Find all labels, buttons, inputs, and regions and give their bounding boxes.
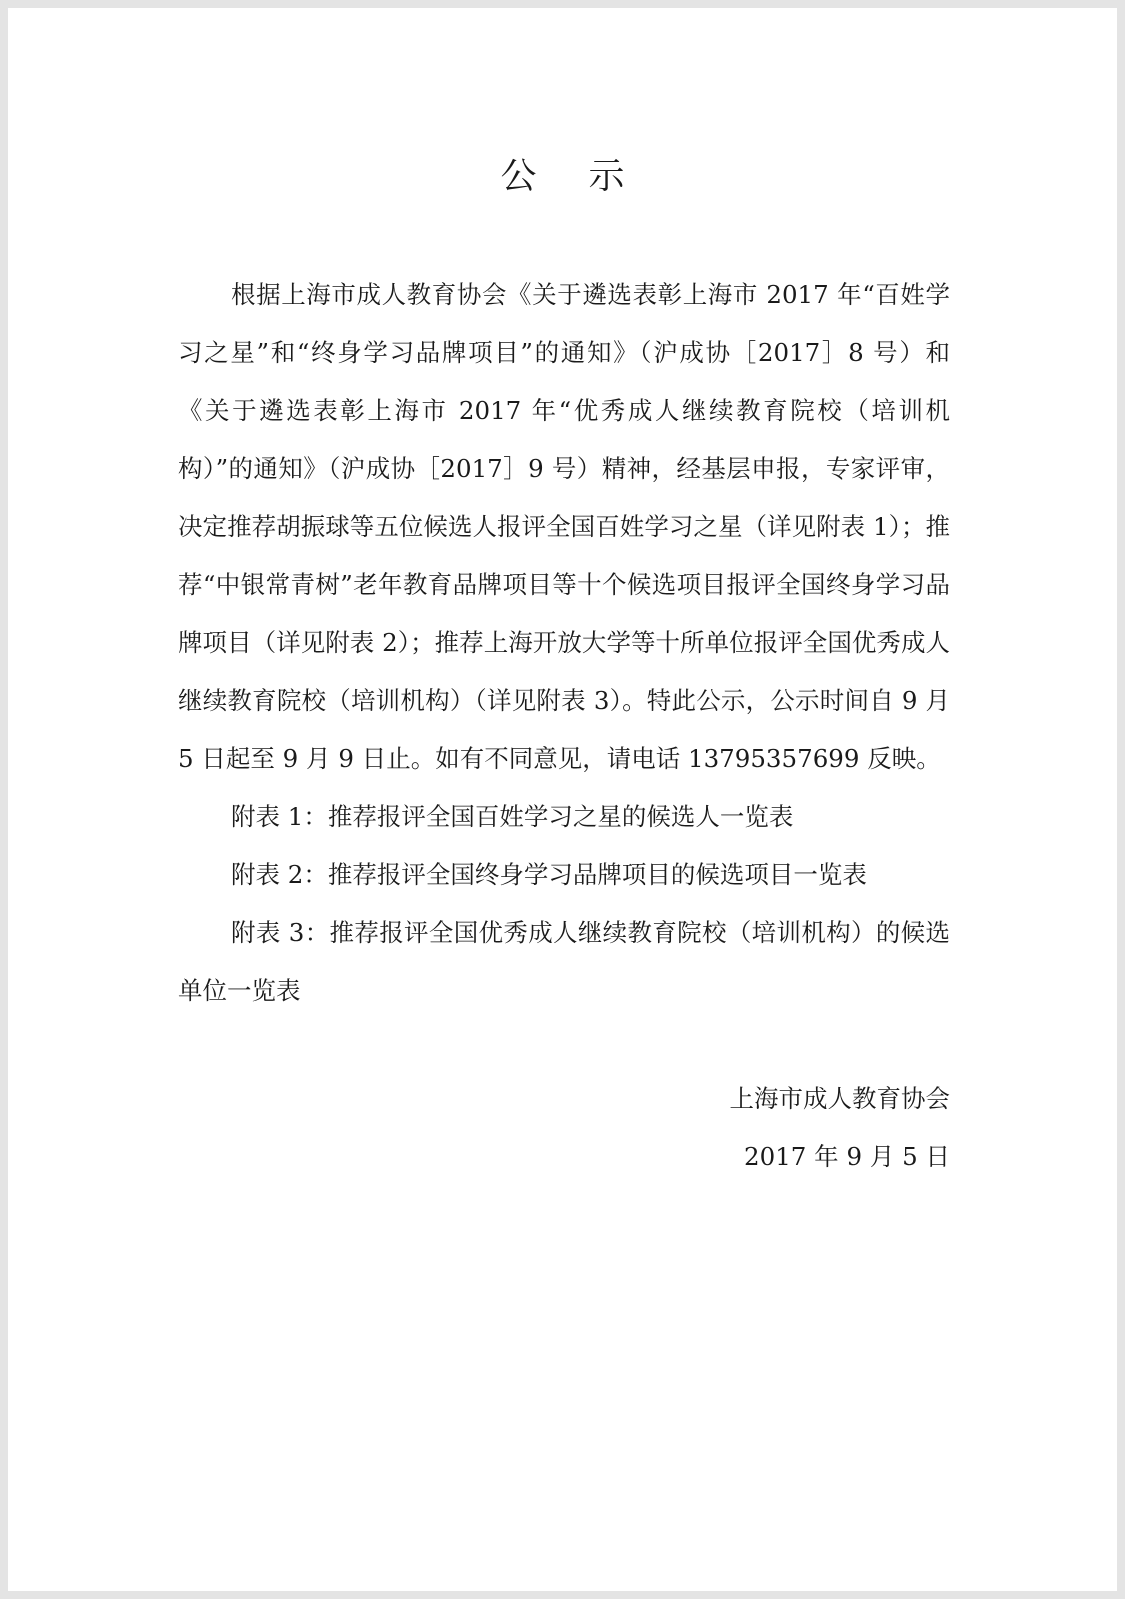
signature-organization: 上海市成人教育协会	[729, 1084, 950, 1113]
main-paragraph: 根据上海市成人教育协会《关于遴选表彰上海市 2017 年“百姓学习之星”和“终身学习品牌项目”的通知》（沪成协［2017］8 号）和《关于遴选表彰上海市 2017 年“优秀成人继续教育院校（培训机构）”的通知》（沪成协［2017］9 号）精神，经基层申报，专家评审，决定推荐胡振球等五位候选人报评全国百姓学习之星（详见附表 1）；推荐“中银常青树”老年教育品牌项目等十个候选项目报评全国终身学习品牌项目（详见附表 2）；推荐上海开放大学等十所单位报评全国优秀成人继续教育院校（培训机构）（详见附表 3）。特此公示，公示时间自 9 月 5 日起至 9 月 9 日止。如有不同意见，请电话 13795357699 反映。	[178, 280, 950, 773]
document-title: 公示	[500, 156, 677, 197]
attachment-item-1: 附表 1：推荐报评全国百姓学习之星的候选人一览表	[231, 802, 794, 831]
attachment-item-3: 附表 3：推荐报评全国优秀成人继续教育院校（培训机构）的候选单位一览表	[178, 918, 950, 1005]
document-body	[178, 266, 950, 1020]
document-page	[8, 8, 1117, 1591]
attachment-item-2: 附表 2：推荐报评全国终身学习品牌项目的候选项目一览表	[231, 860, 867, 889]
signature-date: 2017 年 9 月 5 日	[744, 1142, 950, 1171]
